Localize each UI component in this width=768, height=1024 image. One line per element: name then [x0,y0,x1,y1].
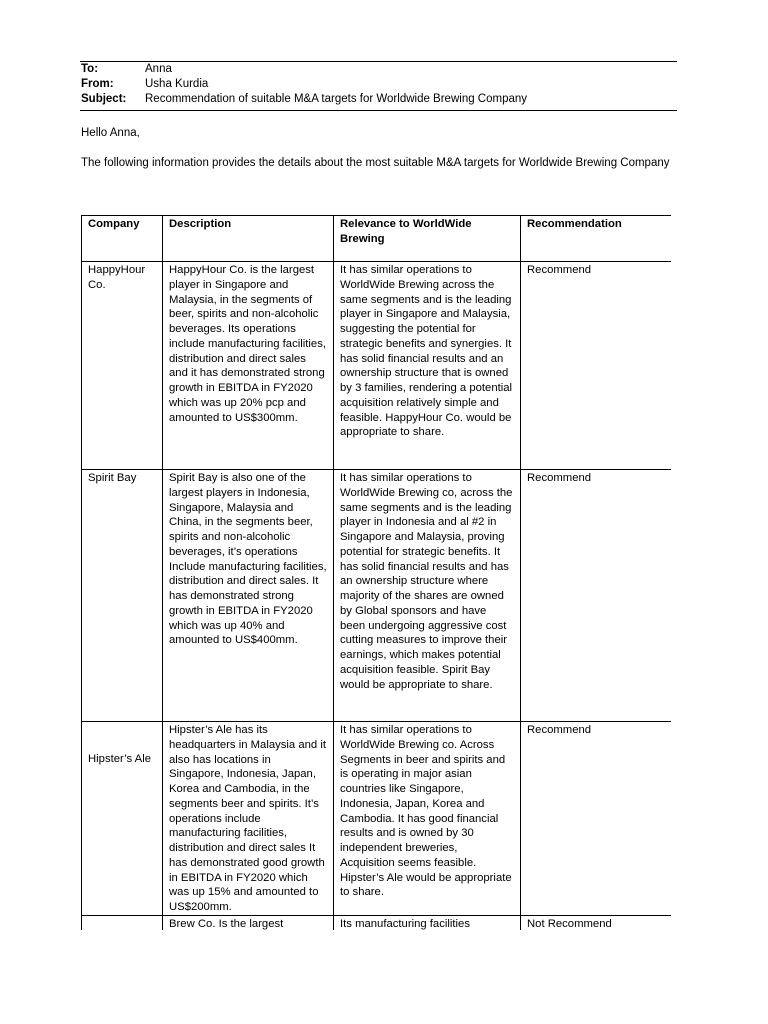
memo-from-value: Usha Kurdia [145,78,209,90]
description-cell: Hipster’s Ale has its headquarters in Malaysia and it also has locations in Singapore, Indonesia, Japan, Korea and Cambodia, in the segments beer and spirits. It’s operations include manufacturing facilities, distribution and direct sales It has demonstrated good growth in EBITDA in FY2020 which was up 15% and amounted to US$200mm. [163,722,334,916]
relevance-cell: It has similar operations to WorldWide Brewing co. Across Segments in beer and spirits and is operating in major asian countries like Singapore, Indonesia, Japan, Korea and Cambodia. It has good financial results and is owned by 30 independent breweries, Acquisition seems feasible. Hipster’s Ale would be appropriate to share. [334,722,521,916]
recommendation-cell: Recommend [521,470,672,722]
header-bottom-rule [80,110,677,111]
recommendation-cell: Recommend [521,722,672,916]
memo-subject-value: Recommendation of suitable M&A targets for Worldwide Brewing Company [145,93,528,105]
relevance-cell: It has similar operations to WorldWide Brewing across the same segments and is the leading player in Singapore and Malaysia, suggesting the potential for strategic benefits and synergies. It has solid financial results and an ownership structure that is owned by 3 families, rendering a potential acquisition relatively simple and feasible. HappyHour Co. would be appropriate to share. [334,262,521,470]
recommendation-cell: Not Recommend [521,916,672,931]
memo-subject-label: Subject: [81,93,127,105]
description-cell: Brew Co. Is the largest [163,916,334,931]
table-header-row [82,216,672,262]
memo-to-label: To: [81,63,99,75]
header-recommendation: Recommendation [521,216,672,262]
targets-table [81,215,671,930]
header-company: Company [82,216,163,262]
company-cell: Spirit Bay [82,470,163,722]
memo-from-label: From: [81,78,114,90]
company-cell: HappyHour Co. [82,262,163,470]
description-cell: Spirit Bay is also one of the largest players in Indonesia, Singapore, Malaysia and China, in the segments beer, spirits and non-alcoholic beverages, it’s operations Include manufacturing facilities, distribution and direct sales. It has demonstrated strong growth in EBITDA in FY2020 which was up 40% and amounted to US$400mm. [163,470,334,722]
memo-to-value: Anna [145,63,172,75]
targets-table-wrapper [81,215,671,930]
company-cell [82,916,163,931]
description-cell: HappyHour Co. is the largest player in Singapore and Malaysia, in the segments of beer, spirits and non-alcoholic beverages. Its operations include manufacturing facilities, distribution and direct sales and it has demonstrated strong growth in EBITDA in FY2020 which was up 20% pcp and amounted to US$300mm. [163,262,334,470]
table-row [82,722,672,916]
table-row [82,470,672,722]
recommendation-cell: Recommend [521,262,672,470]
company-cell: Hipster’s Ale [82,722,163,916]
header-relevance: Relevance to WorldWide Brewing [334,216,521,262]
table-row [82,262,672,470]
relevance-cell: Its manufacturing facilities [334,916,521,931]
header-description: Description [163,216,334,262]
intro-paragraph: The following information provides the details about the most suitable M&A targets for Worldwide Brewing Company [81,157,670,169]
table-row [82,916,672,931]
greeting: Hello Anna, [81,127,140,139]
relevance-cell: It has similar operations to WorldWide Brewing co, across the same segments and is the leading player in Indonesia and al #2 in Singapore and Malaysia, proving potential for strategic benefits. It has solid financial results and has an ownership structure where majority of the shares are owned by Global sponsors and have been undergoing aggressive cost cutting measures to improve their earnings, which makes potential acquisition feasible. Spirit Bay would be appropriate to share. [334,470,521,722]
